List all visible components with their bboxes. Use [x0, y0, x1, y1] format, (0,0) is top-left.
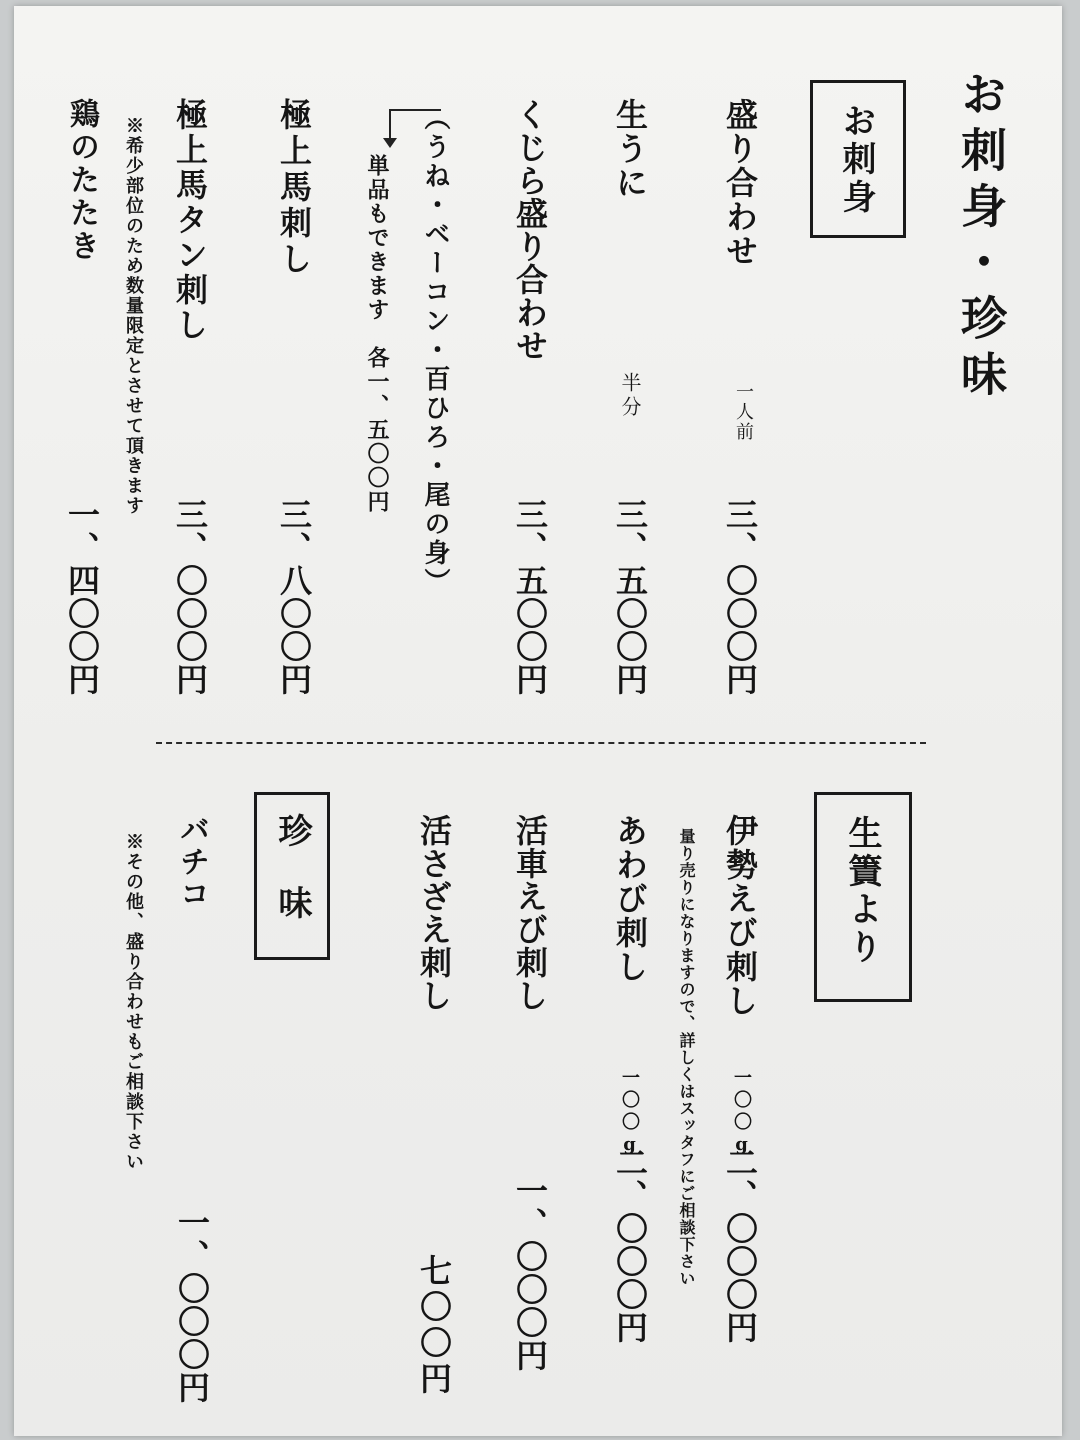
menu-note: ※希少部位のため数量限定とさせて頂きます: [123, 116, 144, 516]
page-title: お刺身・珍味: [954, 70, 1008, 406]
menu-item-name: 極上馬タン刺し: [171, 98, 209, 343]
menu-item-detail: （うね・ベーコン・百ひろ・尾の身）: [420, 104, 450, 597]
menu-item-name: 活さざえ刺し: [415, 814, 453, 1012]
menu-item-price: 三、八〇〇円: [275, 498, 313, 696]
menu-page: [14, 6, 1062, 1436]
menu-note: 量り売りになりますので、詳しくはスッタフにご相談下さい: [677, 828, 696, 1287]
arrow-line: [389, 109, 441, 111]
menu-item-detail: 単品もできます 各一、五〇〇円: [364, 154, 390, 514]
menu-item-price: 三、〇〇〇円: [721, 498, 759, 696]
menu-item-price: 二、〇〇〇円: [611, 1146, 649, 1344]
menu-item-price: 三、五〇〇円: [511, 498, 549, 696]
menu-item-name: 鶏のたたき: [64, 98, 99, 263]
section-divider: [156, 742, 926, 744]
menu-item-name: 活車えび刺し: [511, 814, 549, 1012]
arrow-down-icon: [383, 138, 397, 148]
menu-item-price: 二、〇〇〇円: [721, 1146, 759, 1344]
menu-note: ※その他、盛り合わせもご相談下さい: [123, 832, 144, 1172]
section-header-chinmi: 珍 味: [254, 792, 330, 960]
menu-item-price: 一、〇〇〇円: [511, 1174, 549, 1372]
menu-item-note: 一〇〇g: [619, 1068, 640, 1159]
menu-item-price: 一、〇〇〇円: [173, 1206, 211, 1404]
menu-item-name: 伊勢えび刺し: [721, 814, 759, 1018]
menu-item-note: 半分: [618, 372, 642, 420]
menu-item-price: 一、四〇〇円: [63, 498, 101, 696]
section-header-sashimi: お刺身: [810, 80, 906, 238]
menu-item-name: 生うに: [611, 98, 649, 200]
menu-item-name: あわび刺し: [611, 814, 649, 984]
menu-item-name: 極上馬刺し: [275, 98, 313, 278]
menu-item-price: 七〇〇円: [415, 1254, 453, 1398]
menu-item-name: 盛り合わせ: [721, 98, 759, 268]
arrow-line: [389, 109, 391, 139]
menu-item-price: 三、〇〇〇円: [171, 498, 209, 696]
menu-item-note: 一人前: [733, 382, 754, 442]
menu-item-name: くじら盛り合わせ: [511, 98, 549, 362]
menu-item-name: バチコ: [174, 814, 209, 910]
menu-item-note: 一〇〇g: [731, 1068, 752, 1159]
menu-item-price: 三、五〇〇円: [611, 498, 649, 696]
section-header-ikesu: 生簀より: [814, 792, 912, 1002]
